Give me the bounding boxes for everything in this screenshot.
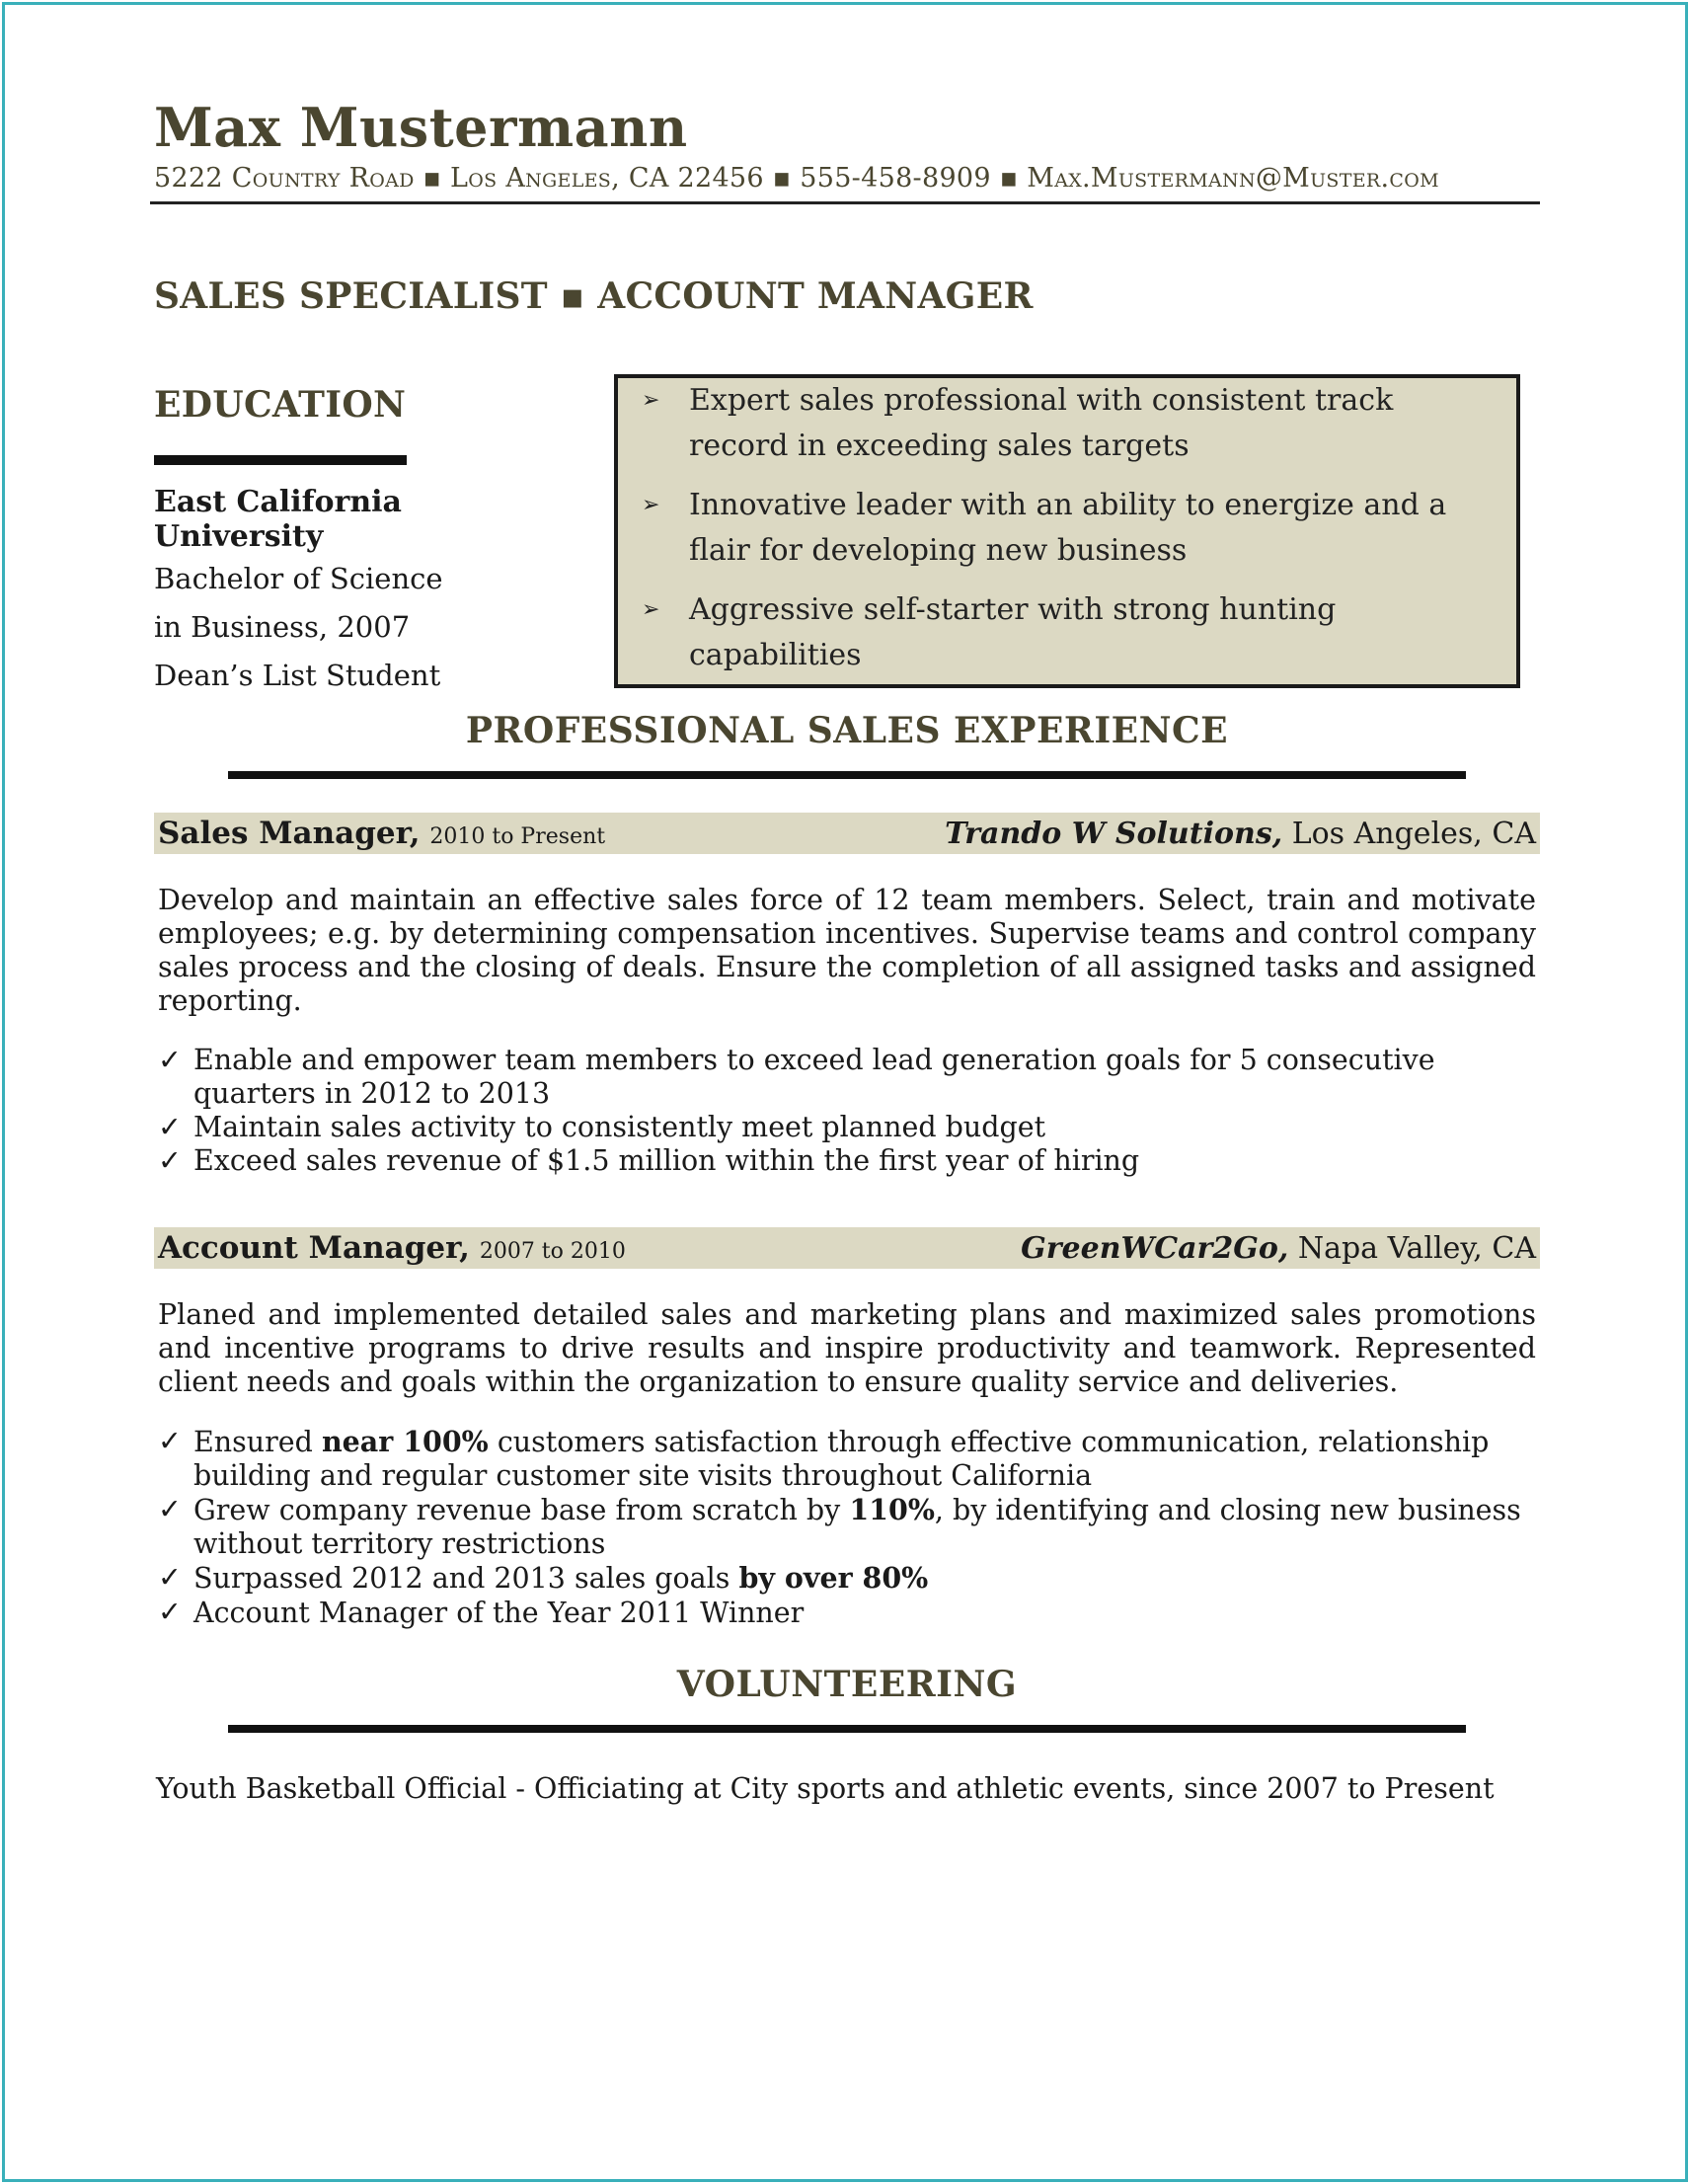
volunteering-text: Youth Basketball Official - Officiating at City sports and athletic events, since 2007 to Present <box>156 1772 1495 1806</box>
job-company: Trando W Solutions, <box>945 816 1283 851</box>
arrow-bullet-icon: ➢ <box>642 388 660 414</box>
school-name: East California University <box>154 485 402 555</box>
volunteering-heading: VOLUNTEERING <box>676 1664 1018 1706</box>
job-header <box>154 1227 1540 1269</box>
job-company: GreenWCar2Go, <box>1021 1230 1289 1266</box>
job-header <box>154 813 1540 854</box>
experience-heading: PROFESSIONAL SALES EXPERIENCE <box>465 710 1229 752</box>
job-location: Napa Valley, CA <box>1297 1230 1536 1266</box>
job-description: Planed and implemented detailed sales and marketing plans and maximized sales promotions and incentive programs to drive results and inspire productivity and teamwork. Represented client needs and goals within the organization to ensure quality service and deliveries. <box>158 1298 1536 1399</box>
degree-line: Bachelor of Science <box>154 561 443 595</box>
job-location: Los Angeles, CA <box>1291 816 1536 851</box>
summary-box <box>614 374 1520 688</box>
achievement-item: ✓ Ensured near 100% customers satisfaction through effective communication, relationship building and regular customer site visits throughout California <box>158 1425 1490 1493</box>
check-icon: ✓ <box>158 1561 182 1595</box>
resume-page <box>154 96 1540 1806</box>
achievement-item: ✓ Exceed sales revenue of $1.5 million within the first year of hiring <box>158 1144 1140 1178</box>
job-role: Account Manager, <box>158 1230 470 1267</box>
job-entry <box>154 1227 1540 1630</box>
volunteering-section <box>154 1664 1540 1805</box>
degree-year: in Business, 2007 <box>154 609 411 644</box>
achievement-item: ✓ Enable and empower team members to exceed lead generation goals for 5 consecutive quarters in 2012 to 2013 <box>158 1044 1435 1111</box>
header-divider <box>150 201 1540 204</box>
education-heading: EDUCATION <box>154 384 407 427</box>
job-description: Develop and maintain an effective sales force of 12 team members. Select, train and motivate employees; e.g. by determining compensation incentives. Supervise teams and control company sales process and the closing of deals. Ensure the completion of all assigned tasks and assigned reporting. <box>158 884 1536 1018</box>
job-role: Sales Manager, <box>158 816 421 852</box>
check-icon: ✓ <box>158 1596 182 1629</box>
education-divider <box>154 455 407 465</box>
professional-title: SALES SPECIALIST ▪ ACCOUNT MANAGER <box>154 275 1034 318</box>
job-achievements <box>154 1044 1540 1178</box>
job-dates: 2007 to 2010 <box>479 1239 626 1265</box>
check-icon: ✓ <box>158 1493 182 1526</box>
arrow-bullet-icon: ➢ <box>642 597 660 623</box>
honors-line: Dean’s List Student <box>154 658 441 692</box>
achievement-item: ✓ Grew company revenue base from scratch by 110%, by identifying and closing new business without territory restrictions <box>158 1493 1521 1561</box>
summary-item: ➢ Expert sales professional with consistent track record in exceeding sales targets <box>689 378 1497 469</box>
achievement-item: ✓ Account Manager of the Year 2011 Winner <box>158 1596 805 1630</box>
experience-divider <box>228 771 1466 779</box>
education-summary-row <box>154 384 1540 710</box>
job-entry <box>154 813 1540 1178</box>
summary-item: ➢ Aggressive self-starter with strong hunting capabilities <box>689 587 1497 678</box>
volunteering-divider <box>228 1725 1466 1733</box>
summary-item: ➢ Innovative leader with an ability to energize and a flair for developing new business <box>689 483 1497 574</box>
contact-line: 5222 Country Road ▪ Los Angeles, CA 22456 ▪ 555-458-8909 ▪ Max.Mustermann@Muster.com <box>154 163 1439 195</box>
job-achievements <box>154 1425 1540 1630</box>
check-icon: ✓ <box>158 1144 182 1178</box>
check-icon: ✓ <box>158 1111 182 1144</box>
check-icon: ✓ <box>158 1044 182 1077</box>
education-section <box>154 384 450 699</box>
job-dates: 2010 to Present <box>429 824 606 850</box>
arrow-bullet-icon: ➢ <box>642 493 660 518</box>
achievement-item: ✓ Surpassed 2012 and 2013 sales goals by over 80% <box>158 1561 929 1596</box>
achievement-item: ✓ Maintain sales activity to consistently meet planned budget <box>158 1111 1046 1144</box>
check-icon: ✓ <box>158 1425 182 1458</box>
experience-section <box>154 710 1540 1630</box>
candidate-name: Max Mustermann <box>154 96 688 159</box>
